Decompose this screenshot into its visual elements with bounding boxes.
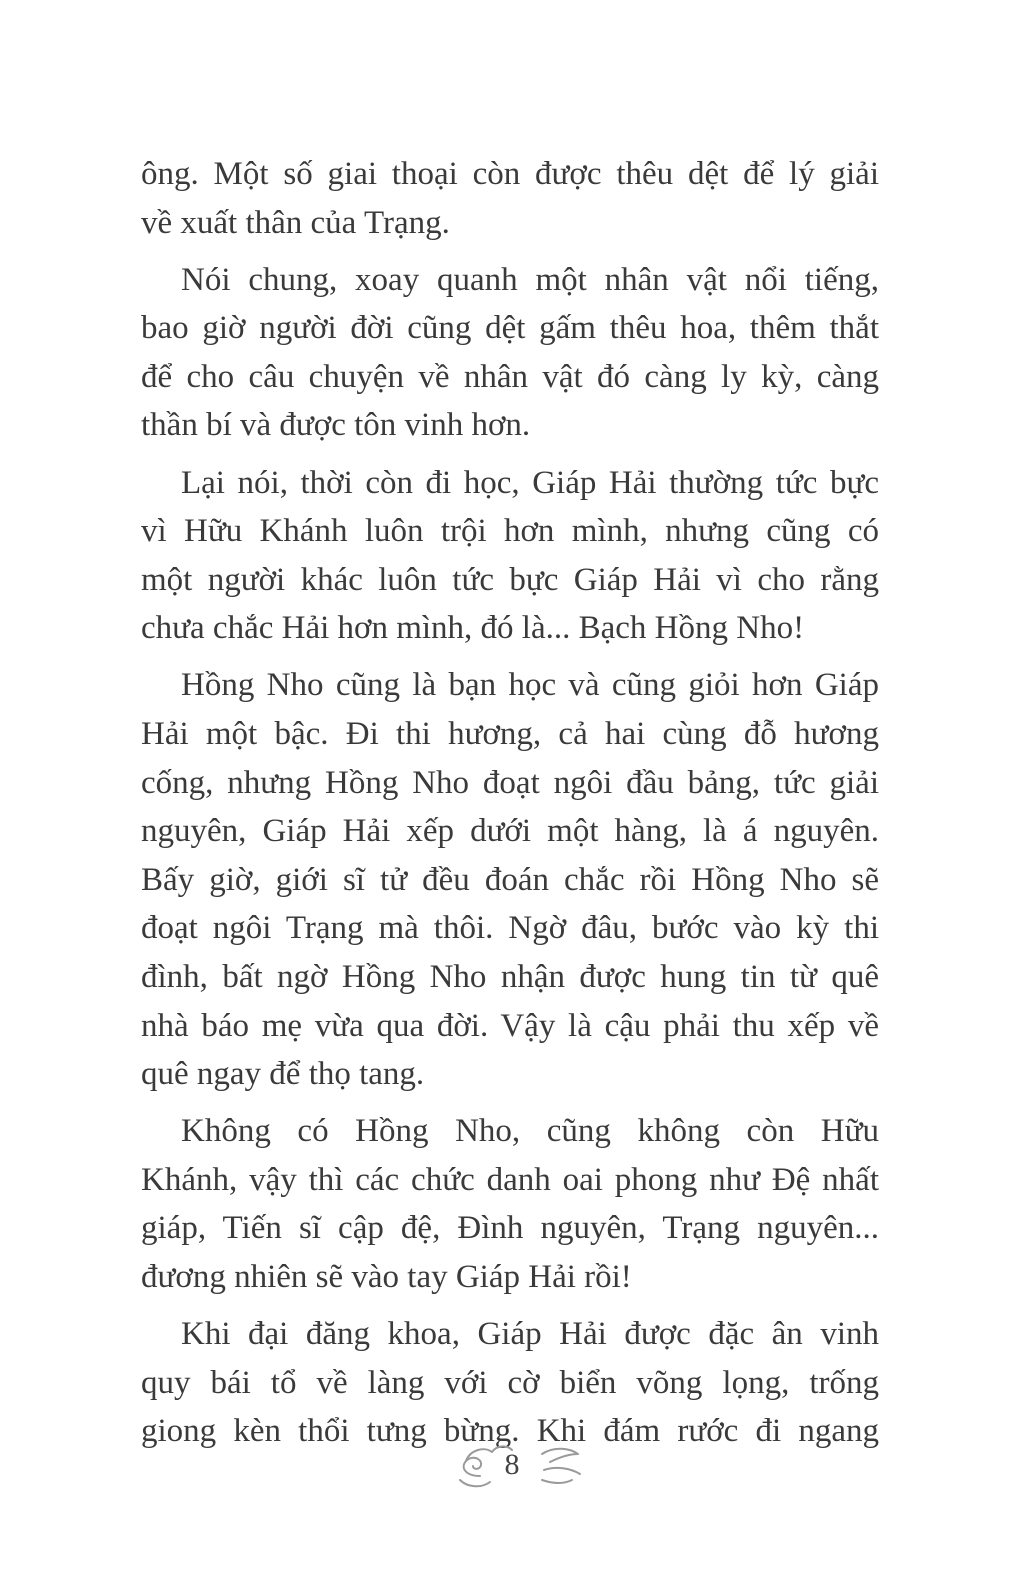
text-line: nhà báo mẹ vừa qua đời. Vậy là cậu phải thu xếp về <box>141 1007 879 1044</box>
text-line: một người khác luôn tức bực Giáp Hải vì cho rằng <box>141 561 879 598</box>
paragraph-5 <box>141 1107 879 1301</box>
paragraph-4 <box>141 661 879 1098</box>
text-line: đình, bất ngờ Hồng Nho nhận được hung tin từ quê <box>141 959 879 995</box>
page-number: 8 <box>504 1448 520 1481</box>
text-line: thần bí và được tôn vinh hơn. <box>141 407 531 444</box>
text-line: Bấy giờ, giới sĩ tử đều đoán chắc rồi Hồng Nho sẽ <box>141 861 879 898</box>
text-line: quê ngay để thọ tang. <box>141 1056 425 1093</box>
text-line: cống, nhưng Hồng Nho đoạt ngôi đầu bảng, tức giải <box>141 764 879 801</box>
paragraph-2 <box>141 256 879 450</box>
text-line: Khánh, vậy thì các chức danh oai phong như Đệ nhất <box>141 1161 879 1198</box>
text-line: nguyên, Giáp Hải xếp dưới một hàng, là á nguyên. <box>141 813 879 850</box>
text-line: giáp, Tiến sĩ cập đệ, Đình nguyên, Trạng nguyên... <box>141 1210 879 1247</box>
text-line: vì Hữu Khánh luôn trội hơn mình, nhưng cũng có <box>141 513 879 550</box>
paragraph-1 <box>141 150 879 247</box>
page-body <box>141 150 879 1464</box>
text-line: chưa chắc Hải hơn mình, đó là... Bạch Hồng Nho! <box>141 610 805 647</box>
text-line: Lại nói, thời còn đi học, Giáp Hải thường tức bực <box>181 464 879 501</box>
paragraph-6 <box>141 1310 879 1456</box>
text-line: Khi đại đăng khoa, Giáp Hải được đặc ân vinh <box>181 1316 879 1353</box>
text-line: đương nhiên sẽ vào tay Giáp Hải rồi! <box>141 1259 632 1296</box>
text-line: về xuất thân của Trạng. <box>141 204 450 241</box>
page-footer <box>0 1440 1024 1510</box>
text-line: đoạt ngôi Trạng mà thôi. Ngờ đâu, bước vào kỳ thi <box>141 910 879 947</box>
text-line: để cho câu chuyện về nhân vật đó càng ly kỳ, càng <box>141 358 879 395</box>
text-line: Hồng Nho cũng là bạn học và cũng giỏi hơn Giáp <box>181 667 879 704</box>
paragraph-3 <box>141 459 879 653</box>
text-line: quy bái tổ về làng với cờ biển võng lọng, trống <box>141 1364 879 1401</box>
text-line: Hải một bậc. Đi thi hương, cả hai cùng đỗ hương <box>141 716 879 753</box>
text-line: Nói chung, xoay quanh một nhân vật nổi tiếng, <box>181 261 879 298</box>
text-line: bao giờ người đời cũng dệt gấm thêu hoa, thêm thắt <box>141 310 879 347</box>
text-line: Không có Hồng Nho, cũng không còn Hữu <box>181 1113 879 1150</box>
text-line: giong kèn thổi tưng bừng. Khi đám rước đi ngang <box>141 1413 879 1450</box>
text-line: ông. Một số giai thoại còn được thêu dệt để lý giải <box>141 156 879 192</box>
